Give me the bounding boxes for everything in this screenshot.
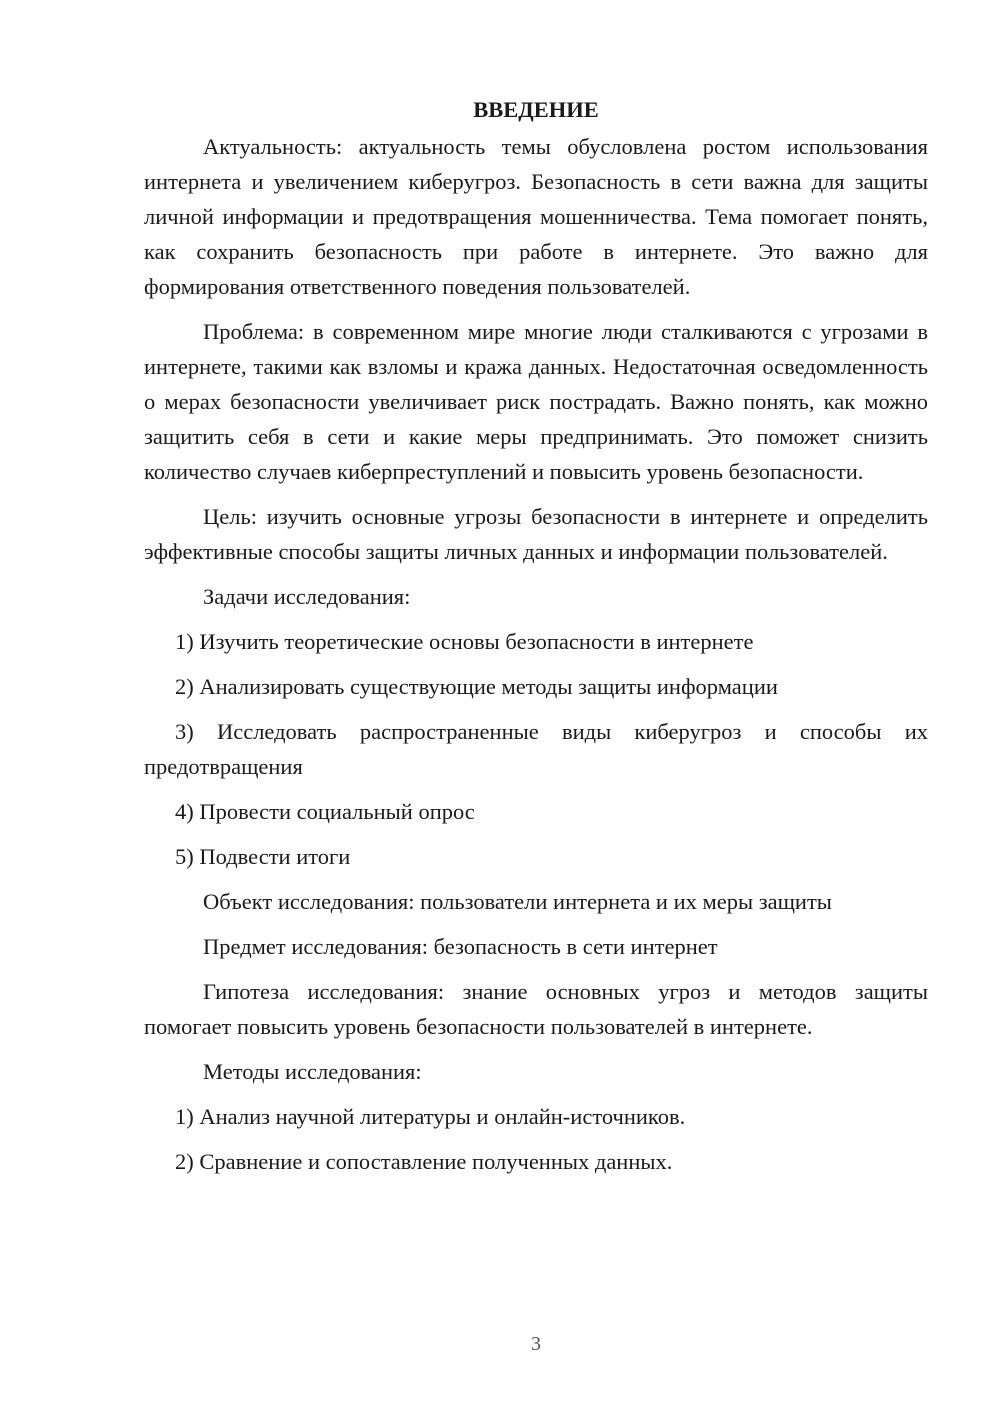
method-item-1: 1) Анализ научной литературы и онлайн-источников. (175, 1104, 686, 1129)
task-item-5: 5) Подвести итоги (175, 844, 351, 869)
task-item-1: 1) Изучить теоретические основы безопасности в интернете (175, 629, 754, 654)
method-item-2: 2) Сравнение и сопоставление полученных данных. (175, 1149, 673, 1174)
tasks-heading: Задачи исследования: (203, 584, 411, 609)
hypothesis-paragraph: Гипотеза исследования: знание основных угроз и методов защиты помогает повысить уровень безопасности пользователей в интернете. (144, 979, 928, 1039)
subject-paragraph: Предмет исследования: безопасность в сети интернет (203, 934, 718, 959)
problem-paragraph: Проблема: в современном мире многие люди сталкиваются с угрозами в интернете, такими как взломы и кража данных. Недостаточная осведомленность о мерах безопасности увеличивает риск пострадать. Важно понять, как можно защитить себя в сети и какие меры предпринимать. Это поможет снизить количество случаев киберпреступлений и повысить уровень безопасности. (144, 319, 928, 484)
task-item-3: 3) Исследовать распространенные виды киберугроз и способы их предотвращения (144, 719, 928, 779)
page-title: ВВЕДЕНИЕ (473, 97, 599, 122)
goal-paragraph: Цель: изучить основные угрозы безопасности в интернете и определить эффективные способы защиты личных данных и информации пользователей. (144, 504, 928, 564)
page-number: 3 (531, 1333, 541, 1355)
task-item-2: 2) Анализировать существующие методы защиты информации (175, 674, 778, 699)
document-body (144, 94, 928, 1179)
relevance-paragraph: Актуальность: актуальность темы обусловлена ростом использования интернета и увеличением киберугроз. Безопасность в сети важна для защиты личной информации и предотвращения мошенничества. Тема помогает понять, как сохранить безопасность при работе в интернете. Это важно для формирования ответственного поведения пользователей. (144, 134, 928, 299)
object-paragraph: Объект исследования: пользователи интернета и их меры защиты (203, 889, 832, 914)
methods-heading: Методы исследования: (203, 1059, 422, 1084)
task-item-4: 4) Провести социальный опрос (175, 799, 475, 824)
